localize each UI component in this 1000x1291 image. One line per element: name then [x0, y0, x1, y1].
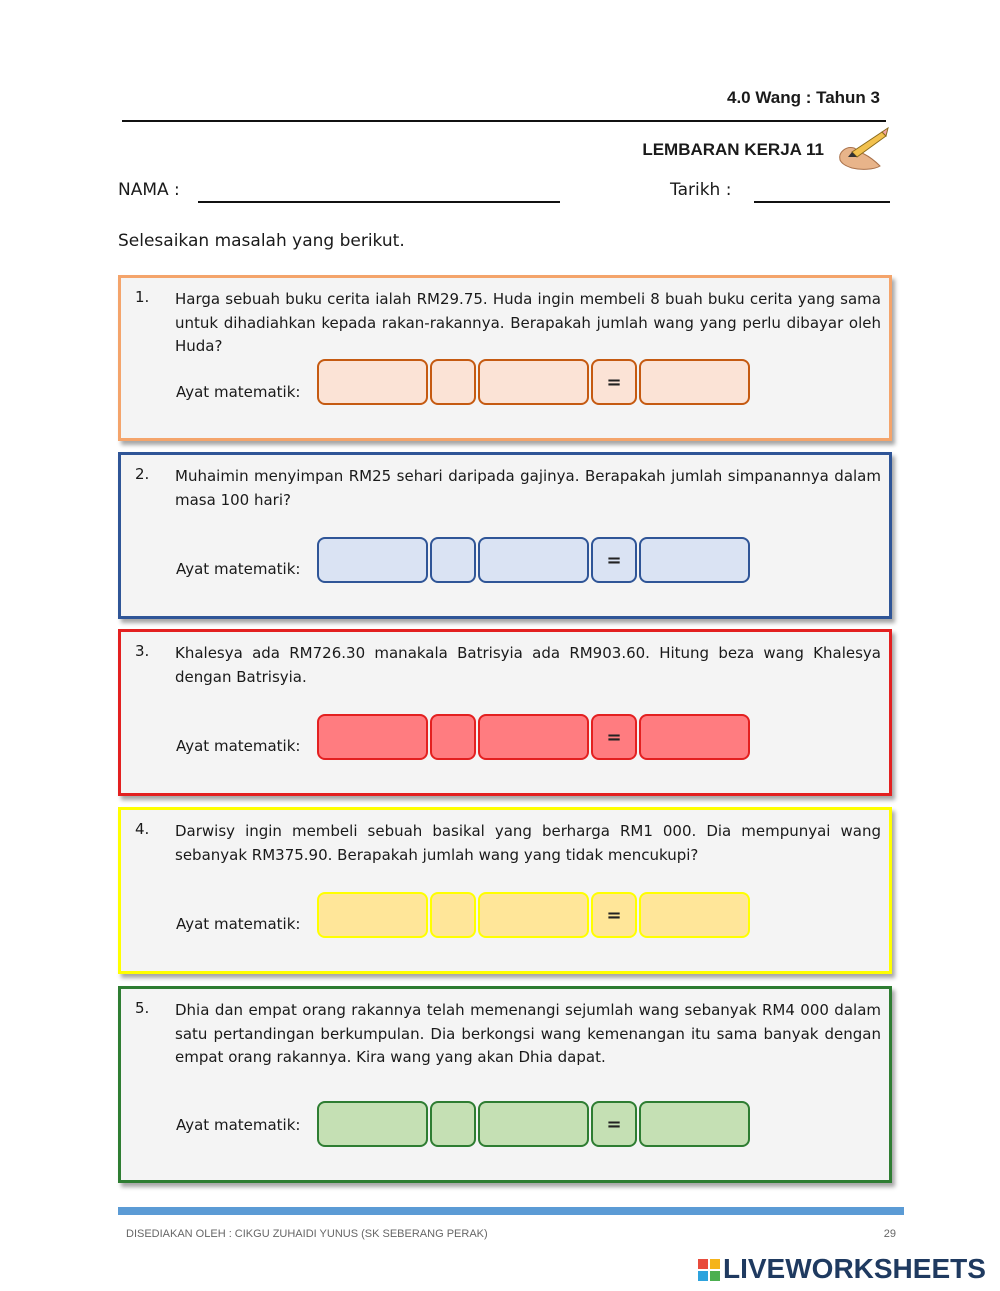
topic-title: 4.0 Wang : Tahun 3 [726, 88, 880, 107]
question-box-3 [118, 629, 892, 796]
answer-box-operator[interactable] [430, 537, 476, 583]
answer-box-operand-1[interactable] [317, 359, 428, 405]
answer-box-operand-1[interactable] [317, 537, 428, 583]
answer-box-operator[interactable] [430, 359, 476, 405]
liveworksheets-brand: LIVEWORKSHEETS [723, 1253, 986, 1284]
equals-box: = [591, 1101, 637, 1147]
answer-box-operand-2[interactable] [478, 537, 589, 583]
answer-box-operand-2[interactable] [478, 1101, 589, 1147]
date-label: Tarikh : [670, 180, 732, 200]
ayat-matematik-label: Ayat matematik: [176, 915, 301, 933]
answer-box-operand-1[interactable] [317, 1101, 428, 1147]
question-box-1 [118, 275, 892, 441]
answer-box-operator[interactable] [430, 892, 476, 938]
question-text: Muhaimin menyimpan RM25 sehari daripada gajinya. Berapakah jumlah simpanannya dalam masa 100 hari? [175, 467, 881, 509]
equals-box: = [591, 714, 637, 760]
answer-box-operator[interactable] [430, 1101, 476, 1147]
footer-credit: DISEDIAKAN OLEH : CIKGU ZUHAIDI YUNUS (SK SEBERANG PERAK) [126, 1228, 488, 1240]
ayat-matematik-label: Ayat matematik: [176, 737, 301, 755]
ayat-matematik-label: Ayat matematik: [176, 1116, 301, 1134]
answer-box-operand-2[interactable] [478, 359, 589, 405]
page-number: 29 [883, 1228, 896, 1240]
answer-box-operand-1[interactable] [317, 714, 428, 760]
question-box-5 [118, 986, 892, 1183]
answer-box-result[interactable] [639, 1101, 750, 1147]
date-input-line[interactable] [754, 201, 890, 203]
answer-box-result[interactable] [639, 892, 750, 938]
question-number: 1. [135, 288, 150, 306]
ayat-matematik-label: Ayat matematik: [176, 560, 301, 578]
worksheet-title: LEMBARAN KERJA 11 [642, 140, 824, 159]
question-number: 5. [135, 999, 150, 1017]
name-label: NAMA : [118, 180, 180, 200]
answer-box-result[interactable] [639, 714, 750, 760]
name-input-line[interactable] [198, 201, 560, 203]
equals-box: = [591, 537, 637, 583]
question-number: 2. [135, 465, 150, 483]
header-divider [122, 120, 886, 122]
equals-box: = [591, 359, 637, 405]
question-number: 4. [135, 820, 150, 838]
instruction-text: Selesaikan masalah yang berikut. [118, 231, 405, 251]
answer-box-operand-2[interactable] [478, 892, 589, 938]
answer-box-operator[interactable] [430, 714, 476, 760]
answer-box-result[interactable] [639, 537, 750, 583]
answer-box-operand-1[interactable] [317, 892, 428, 938]
footer-divider [118, 1207, 904, 1215]
ayat-matematik-label: Ayat matematik: [176, 383, 301, 401]
question-text: Darwisy ingin membeli sebuah basikal yang berharga RM1 000. Dia mempunyai wang sebanyak RM375.90. Berapakah jumlah wang yang tidak mencukupi? [175, 822, 881, 864]
question-text: Dhia dan empat orang rakannya telah memenangi sejumlah wang sebanyak RM4 000 dalam satu pertandingan berkumpulan. Dia berkongsi wang kemenangan itu sama banyak dengan empat orang rakannya. Kira wang yang akan Dhia dapat. [175, 1001, 881, 1066]
question-number: 3. [135, 642, 150, 660]
question-box-4 [118, 807, 892, 974]
liveworksheets-logo-icon [698, 1259, 720, 1281]
equals-box: = [591, 892, 637, 938]
pencil-hand-icon [830, 126, 890, 174]
answer-box-result[interactable] [639, 359, 750, 405]
question-text: Harga sebuah buku cerita ialah RM29.75. Huda ingin membeli 8 buah buku cerita yang sama untuk dihadiahkan kepada rakan-rakannya. Berapakah jumlah wang yang perlu dibayar oleh Huda? [175, 290, 881, 355]
answer-box-operand-2[interactable] [478, 714, 589, 760]
question-box-2 [118, 452, 892, 619]
question-text: Khalesya ada RM726.30 manakala Batrisyia ada RM903.60. Hitung beza wang Khalesya dengan Batrisyia. [175, 644, 881, 686]
